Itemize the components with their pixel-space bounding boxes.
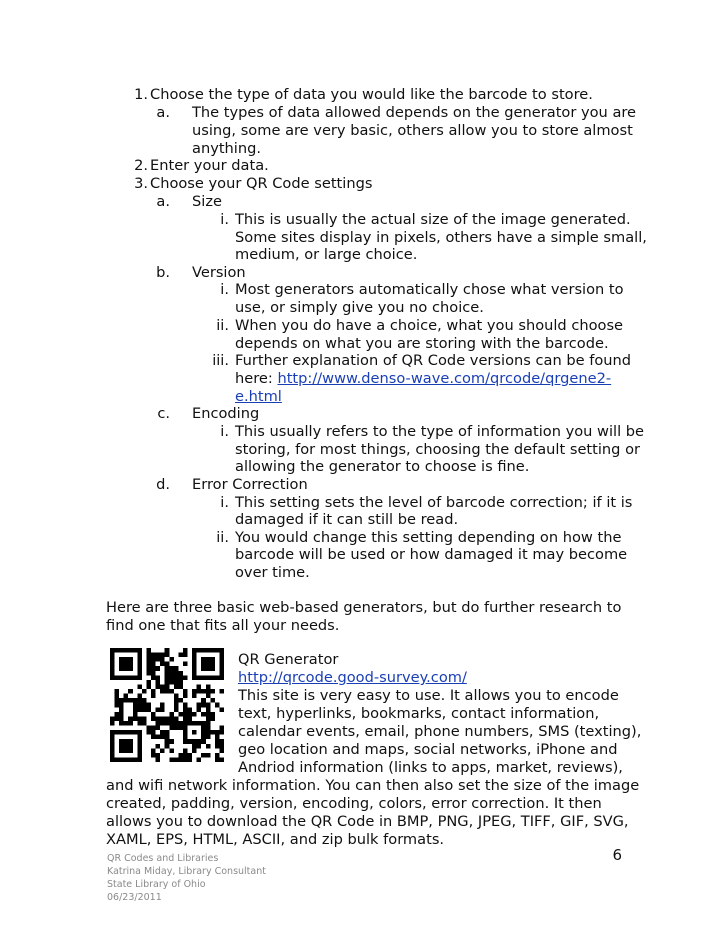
- text-line: use, or simply give you no choice.: [235, 299, 484, 316]
- text-line: Some sites display in pixels, others have a simple small,: [235, 229, 647, 246]
- text-line: XAML, EPS, HTML, ASCII, and zip bulk formats.: [106, 831, 445, 848]
- text-line: Andriod information (links to apps, market, reviews),: [238, 759, 623, 776]
- text-line: damaged if it can still be read.: [235, 511, 459, 528]
- text-line: medium, or large choice.: [235, 246, 418, 263]
- text-line: [235, 388, 282, 406]
- text-line: here: http://www.denso-wave.com/qrcode/qrgene2-: [235, 370, 612, 387]
- text-line: and wifi network information. You can then also set the size of the image: [106, 777, 640, 794]
- text-line: text, hyperlinks, bookmarks, contact information,: [238, 705, 600, 722]
- denso-wave-link-cont[interactable]: e.html: [235, 388, 282, 405]
- text-line: geo location and maps, social networks, iPhone and: [238, 741, 618, 758]
- text-line: using, some are very basic, others allow you to store almost: [192, 122, 633, 139]
- page-number: 6: [612, 846, 622, 864]
- footer-line: State Library of Ohio: [107, 879, 206, 890]
- denso-wave-link[interactable]: http://www.denso-wave.com/qrcode/qrgene2-: [277, 370, 612, 387]
- footer-line: QR Codes and Libraries: [107, 853, 219, 864]
- text-line: created, padding, version, encoding, colors, error correction. It then: [106, 795, 602, 812]
- text-line: allowing the generator to choose is fine.: [235, 458, 530, 475]
- text-line: calendar events, email, phone numbers, SMS (texting),: [238, 723, 642, 740]
- footer-line: 06/23/2011: [107, 892, 162, 903]
- text-line: storing, for most things, choosing the default setting or: [235, 441, 641, 458]
- qr-generator-link[interactable]: http://qrcode.good-survey.com/: [238, 669, 467, 686]
- footer-line: Katrina Miday, Library Consultant: [107, 866, 266, 877]
- qr-code-image: [110, 648, 224, 762]
- text-line: barcode will be used or how damaged it may become: [235, 546, 628, 563]
- generator-title: QR Generator: [238, 651, 339, 668]
- text-line: [238, 669, 467, 687]
- text-line: over time.: [235, 564, 310, 581]
- text-line: anything.: [192, 140, 262, 157]
- intro-paragraph-line: find one that fits all your needs.: [106, 617, 340, 634]
- intro-paragraph-line: Here are three basic web-based generators, but do further research to: [106, 599, 622, 616]
- text-line: allows you to download the QR Code in BMP, PNG, JPEG, TIFF, GIF, SVG,: [106, 813, 629, 830]
- text-line: depends on what you are storing with the barcode.: [235, 335, 609, 352]
- text-line: This site is very easy to use. It allows you to encode: [238, 687, 619, 704]
